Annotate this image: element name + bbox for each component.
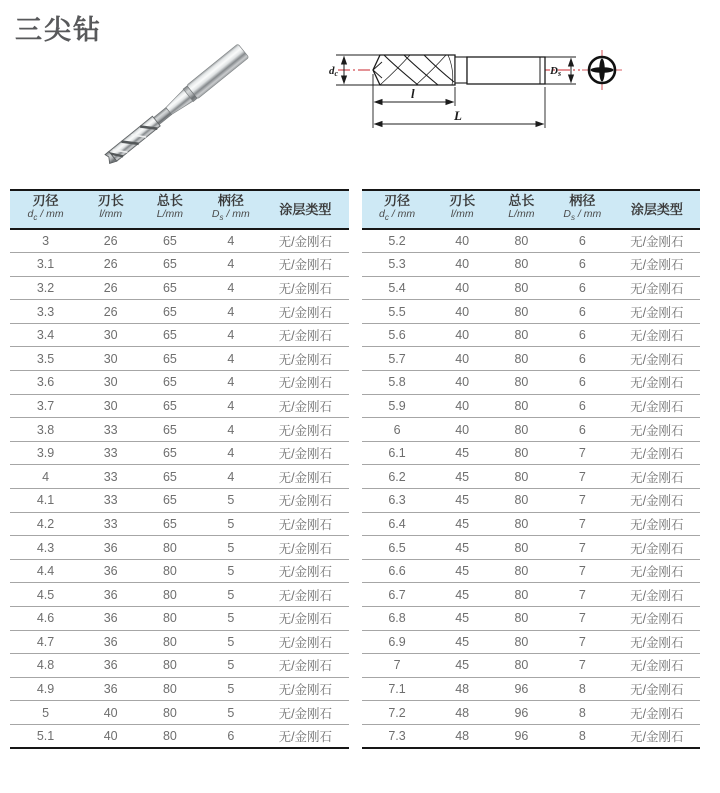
spec-cell: 40 <box>433 300 492 324</box>
spec-cell: 26 <box>81 276 140 300</box>
spec-row <box>362 583 701 607</box>
spec-cell: 5.6 <box>362 323 433 347</box>
spec-cell: 8 <box>551 677 614 701</box>
spec-cell: 80 <box>140 536 199 560</box>
spec-cell: 无/金刚石 <box>262 630 348 654</box>
spec-table-left-header <box>10 190 349 229</box>
spec-cell: 4.3 <box>10 536 81 560</box>
spec-cell: 4 <box>200 347 263 371</box>
spec-row <box>362 559 701 583</box>
spec-cell: 5.7 <box>362 347 433 371</box>
spec-cell: 无/金刚石 <box>262 300 348 324</box>
spec-row <box>10 418 349 442</box>
spec-table-left <box>10 189 349 749</box>
spec-cell: 80 <box>492 276 551 300</box>
spec-cell: 80 <box>492 559 551 583</box>
spec-cell: 80 <box>492 583 551 607</box>
spec-cell: 65 <box>140 253 199 277</box>
spec-cell: 无/金刚石 <box>614 441 700 465</box>
spec-cell: 45 <box>433 489 492 513</box>
spec-cell: 4.7 <box>10 630 81 654</box>
col-header-coating-type: 涂层类型 <box>614 190 700 229</box>
spec-cell: 无/金刚石 <box>614 512 700 536</box>
spec-row <box>10 512 349 536</box>
spec-row <box>10 701 349 725</box>
col-header-flute-length: 刃长 l/mm <box>433 190 492 229</box>
drill-side-photo-shape <box>102 44 249 168</box>
drill-photo-image <box>70 18 280 193</box>
spec-cell: 4.4 <box>10 559 81 583</box>
spec-row <box>10 630 349 654</box>
spec-cell: 6.3 <box>362 489 433 513</box>
spec-cell: 80 <box>492 300 551 324</box>
spec-cell: 65 <box>140 512 199 536</box>
spec-cell: 无/金刚石 <box>262 724 348 748</box>
spec-cell: 80 <box>492 441 551 465</box>
spec-cell: 33 <box>81 512 140 536</box>
spec-cell: 7 <box>551 489 614 513</box>
spec-cell: 40 <box>433 418 492 442</box>
spec-cell: 45 <box>433 512 492 536</box>
col-header-shank-diameter: 柄径 $D_s$ / mm <box>551 190 614 229</box>
spec-row <box>362 418 701 442</box>
spec-row <box>10 441 349 465</box>
spec-cell: 5.1 <box>10 724 81 748</box>
spec-cell: 无/金刚石 <box>614 559 700 583</box>
spec-row <box>362 465 701 489</box>
spec-cell: 80 <box>492 654 551 678</box>
spec-row <box>362 701 701 725</box>
spec-cell: 33 <box>81 418 140 442</box>
spec-cell: 33 <box>81 465 140 489</box>
drill-neck <box>455 57 467 83</box>
spec-cell: 48 <box>433 677 492 701</box>
spec-cell: 无/金刚石 <box>262 654 348 678</box>
spec-cell: 无/金刚石 <box>614 607 700 631</box>
spec-cell: 无/金刚石 <box>262 229 348 253</box>
flute-outline <box>373 55 455 85</box>
spec-cell: 80 <box>492 347 551 371</box>
spec-cell: 7 <box>551 465 614 489</box>
spec-cell: 无/金刚石 <box>614 724 700 748</box>
spec-row <box>362 229 701 253</box>
spec-cell: 40 <box>433 229 492 253</box>
spec-cell: 5 <box>200 654 263 678</box>
spec-cell: 5 <box>200 536 263 560</box>
spec-cell: 65 <box>140 441 199 465</box>
spec-row <box>362 347 701 371</box>
spec-cell: 40 <box>433 276 492 300</box>
spec-cell: 5.5 <box>362 300 433 324</box>
spec-cell: 80 <box>492 607 551 631</box>
spec-cell: 6.6 <box>362 559 433 583</box>
spec-table-left-body <box>10 229 349 748</box>
spec-cell: 无/金刚石 <box>262 512 348 536</box>
spec-cell: 45 <box>433 654 492 678</box>
spec-cell: 无/金刚石 <box>262 559 348 583</box>
spec-cell: 65 <box>140 323 199 347</box>
page-title: 三尖钻 <box>15 15 102 45</box>
spec-cell: 无/金刚石 <box>262 394 348 418</box>
spec-cell: 30 <box>81 394 140 418</box>
spec-cell: 无/金刚石 <box>614 323 700 347</box>
spec-cell: 无/金刚石 <box>262 701 348 725</box>
spec-cell: 5 <box>10 701 81 725</box>
spec-cell: 3.7 <box>10 394 81 418</box>
spec-cell: 无/金刚石 <box>614 229 700 253</box>
spec-cell: 4 <box>200 253 263 277</box>
spec-cell: 40 <box>433 323 492 347</box>
spec-cell: 80 <box>140 654 199 678</box>
spec-cell: 7 <box>551 512 614 536</box>
spec-cell: 40 <box>433 253 492 277</box>
spec-cell: 5.4 <box>362 276 433 300</box>
spec-cell: 无/金刚石 <box>614 465 700 489</box>
spec-cell: 6 <box>551 394 614 418</box>
spec-cell: 65 <box>140 347 199 371</box>
spec-row <box>10 300 349 324</box>
spec-cell: 6 <box>200 724 263 748</box>
spec-cell: 65 <box>140 418 199 442</box>
spec-cell: 无/金刚石 <box>262 536 348 560</box>
spec-cell: 26 <box>81 300 140 324</box>
dimension-drawing <box>328 40 668 140</box>
spec-cell: 45 <box>433 583 492 607</box>
spec-cell: 无/金刚石 <box>262 607 348 631</box>
spec-cell: 6 <box>362 418 433 442</box>
spec-cell: 7 <box>551 630 614 654</box>
spec-cell: 无/金刚石 <box>614 276 700 300</box>
spec-row <box>10 536 349 560</box>
spec-cell: 无/金刚石 <box>262 323 348 347</box>
spec-cell: 80 <box>492 253 551 277</box>
spec-cell: 65 <box>140 489 199 513</box>
spec-cell: 3.1 <box>10 253 81 277</box>
spec-cell: 无/金刚石 <box>614 630 700 654</box>
spec-cell: 7 <box>362 654 433 678</box>
spec-cell: 无/金刚石 <box>614 347 700 371</box>
spec-cell: 33 <box>81 489 140 513</box>
spec-cell: 无/金刚石 <box>262 347 348 371</box>
spec-cell: 无/金刚石 <box>614 536 700 560</box>
spec-row <box>10 489 349 513</box>
spec-cell: 无/金刚石 <box>262 465 348 489</box>
spec-cell: 4.2 <box>10 512 81 536</box>
spec-cell: 96 <box>492 701 551 725</box>
col-header-overall-length: 总长 L/mm <box>492 190 551 229</box>
spec-cell: 40 <box>81 724 140 748</box>
spec-cell: 36 <box>81 607 140 631</box>
drill-photo <box>70 18 280 193</box>
spec-cell: 4.6 <box>10 607 81 631</box>
spec-cell: 6 <box>551 229 614 253</box>
spec-cell: 6 <box>551 418 614 442</box>
spec-cell: 5.3 <box>362 253 433 277</box>
spec-cell: 7 <box>551 559 614 583</box>
spec-row <box>10 371 349 395</box>
spec-table-right <box>362 189 701 749</box>
spec-cell: 7 <box>551 654 614 678</box>
l-dimension-label: l <box>411 86 415 101</box>
spec-row <box>362 371 701 395</box>
spec-cell: 80 <box>492 371 551 395</box>
spec-cell: 80 <box>140 677 199 701</box>
spec-cell: 无/金刚石 <box>262 276 348 300</box>
spec-cell: 7 <box>551 441 614 465</box>
spec-cell: 7.3 <box>362 724 433 748</box>
spec-cell: 7 <box>551 583 614 607</box>
spec-cell: 8 <box>551 724 614 748</box>
spec-cell: 5.8 <box>362 371 433 395</box>
spec-cell: 6.2 <box>362 465 433 489</box>
spec-row <box>362 441 701 465</box>
spec-cell: 6 <box>551 323 614 347</box>
spec-cell: 36 <box>81 677 140 701</box>
spec-row <box>10 347 349 371</box>
spec-cell: 3.2 <box>10 276 81 300</box>
spec-cell: 80 <box>140 724 199 748</box>
spec-cell: 5 <box>200 607 263 631</box>
spec-cell: 3 <box>10 229 81 253</box>
spec-cell: 无/金刚石 <box>614 253 700 277</box>
spec-row <box>362 489 701 513</box>
spec-row <box>10 276 349 300</box>
end-view-icon <box>582 50 622 90</box>
col-header-blade-diameter: 刃径 $d_c$ / mm <box>362 190 433 229</box>
spec-table-right-header <box>362 190 701 229</box>
spec-cell: 4 <box>200 441 263 465</box>
spec-cell: 6.4 <box>362 512 433 536</box>
spec-cell: 无/金刚石 <box>614 701 700 725</box>
spec-cell: 无/金刚石 <box>262 418 348 442</box>
spec-row <box>10 559 349 583</box>
spec-cell: 40 <box>433 394 492 418</box>
spec-cell: 65 <box>140 229 199 253</box>
spec-cell: 26 <box>81 253 140 277</box>
spec-row <box>362 654 701 678</box>
spec-row <box>362 394 701 418</box>
spec-row <box>362 276 701 300</box>
spec-cell: 4.5 <box>10 583 81 607</box>
col-header-blade-diameter: 刃径 $d_c$ / mm <box>10 190 81 229</box>
spec-row <box>10 724 349 748</box>
spec-cell: 5 <box>200 701 263 725</box>
spec-cell: 4 <box>200 465 263 489</box>
spec-row <box>362 300 701 324</box>
spec-row <box>362 677 701 701</box>
spec-cell: 30 <box>81 347 140 371</box>
spec-cell: 40 <box>433 347 492 371</box>
spec-row <box>362 253 701 277</box>
drill-dimension-diagram <box>328 40 668 140</box>
spec-cell: 36 <box>81 559 140 583</box>
spec-cell: 48 <box>433 724 492 748</box>
spec-cell: 26 <box>81 229 140 253</box>
col-header-coating-type: 涂层类型 <box>262 190 348 229</box>
spec-cell: 40 <box>433 371 492 395</box>
spec-cell: 80 <box>492 465 551 489</box>
spec-row <box>10 583 349 607</box>
spec-cell: 无/金刚石 <box>262 583 348 607</box>
spec-row <box>10 607 349 631</box>
spec-cell: 4 <box>200 418 263 442</box>
spec-cell: 96 <box>492 724 551 748</box>
spec-cell: 45 <box>433 607 492 631</box>
spec-cell: 无/金刚石 <box>614 418 700 442</box>
spec-cell: 无/金刚石 <box>614 394 700 418</box>
spec-table-right-body <box>362 229 701 748</box>
spec-cell: 7 <box>551 607 614 631</box>
spec-cell: 无/金刚石 <box>262 253 348 277</box>
spec-cell: 4 <box>200 394 263 418</box>
col-header-flute-length: 刃长 l/mm <box>81 190 140 229</box>
spec-cell: 无/金刚石 <box>262 677 348 701</box>
spec-cell: 4 <box>200 371 263 395</box>
spec-row <box>362 724 701 748</box>
spec-cell: 36 <box>81 536 140 560</box>
spec-cell: 无/金刚石 <box>262 371 348 395</box>
spec-cell: 80 <box>492 536 551 560</box>
spec-cell: 3.6 <box>10 371 81 395</box>
spec-cell: 5.9 <box>362 394 433 418</box>
spec-cell: 48 <box>433 701 492 725</box>
spec-cell: 3.8 <box>10 418 81 442</box>
spec-cell: 4 <box>10 465 81 489</box>
spec-cell: 5 <box>200 583 263 607</box>
dc-dimension-label: dc <box>329 65 339 78</box>
spec-cell: 4.1 <box>10 489 81 513</box>
spec-cell: 5 <box>200 677 263 701</box>
spec-tables <box>10 189 700 749</box>
L-dimension-label: L <box>454 108 462 123</box>
spec-cell: 80 <box>140 630 199 654</box>
spec-cell: 无/金刚石 <box>614 300 700 324</box>
spec-cell: 80 <box>140 701 199 725</box>
spec-cell: 3.4 <box>10 323 81 347</box>
spec-row <box>362 536 701 560</box>
spec-cell: 80 <box>492 418 551 442</box>
spec-cell: 80 <box>140 559 199 583</box>
spec-cell: 45 <box>433 441 492 465</box>
col-header-shank-diameter: 柄径 $D_s$ / mm <box>200 190 263 229</box>
spec-cell: 7.2 <box>362 701 433 725</box>
spec-cell: 3.9 <box>10 441 81 465</box>
spec-row <box>10 323 349 347</box>
spec-cell: 65 <box>140 394 199 418</box>
spec-row <box>10 654 349 678</box>
drill-shank <box>467 57 545 84</box>
spec-cell: 6.8 <box>362 607 433 631</box>
spec-cell: 30 <box>81 323 140 347</box>
spec-cell: 6 <box>551 300 614 324</box>
spec-cell: 6 <box>551 253 614 277</box>
spec-cell: 65 <box>140 276 199 300</box>
spec-cell: 6 <box>551 276 614 300</box>
spec-cell: 80 <box>140 607 199 631</box>
spec-row <box>362 630 701 654</box>
spec-cell: 无/金刚石 <box>614 583 700 607</box>
spec-cell: 5.2 <box>362 229 433 253</box>
spec-cell: 3.3 <box>10 300 81 324</box>
spec-cell: 6 <box>551 371 614 395</box>
spec-cell: 无/金刚石 <box>614 489 700 513</box>
col-header-overall-length: 总长 L/mm <box>140 190 199 229</box>
spec-cell: 65 <box>140 371 199 395</box>
spec-cell: 8 <box>551 701 614 725</box>
spec-cell: 7 <box>551 536 614 560</box>
spec-cell: 65 <box>140 465 199 489</box>
spec-cell: 45 <box>433 630 492 654</box>
spec-cell: 6.7 <box>362 583 433 607</box>
spec-cell: 80 <box>140 583 199 607</box>
spec-cell: 45 <box>433 465 492 489</box>
spec-cell: 30 <box>81 371 140 395</box>
spec-cell: 4 <box>200 276 263 300</box>
spec-cell: 96 <box>492 677 551 701</box>
spec-cell: 5 <box>200 489 263 513</box>
spec-cell: 5 <box>200 559 263 583</box>
spec-cell: 80 <box>492 229 551 253</box>
spec-cell: 4 <box>200 323 263 347</box>
spec-cell: 36 <box>81 654 140 678</box>
spec-cell: 4 <box>200 300 263 324</box>
spec-cell: 无/金刚石 <box>614 654 700 678</box>
spec-cell: 5 <box>200 512 263 536</box>
spec-cell: 7.1 <box>362 677 433 701</box>
spec-row <box>10 394 349 418</box>
spec-row <box>362 512 701 536</box>
spec-cell: 80 <box>492 489 551 513</box>
spec-row <box>10 465 349 489</box>
spec-cell: 6.5 <box>362 536 433 560</box>
spec-row <box>362 323 701 347</box>
spec-cell: 无/金刚石 <box>614 371 700 395</box>
spec-row <box>10 677 349 701</box>
spec-cell: 4.8 <box>10 654 81 678</box>
spec-cell: 80 <box>492 323 551 347</box>
ds-dimension-label: Ds <box>550 65 562 78</box>
spec-row <box>10 229 349 253</box>
spec-cell: 6.1 <box>362 441 433 465</box>
spec-row <box>10 253 349 277</box>
spec-cell: 65 <box>140 300 199 324</box>
spec-cell: 33 <box>81 441 140 465</box>
spec-cell: 40 <box>81 701 140 725</box>
spec-cell: 6.9 <box>362 630 433 654</box>
spec-cell: 80 <box>492 630 551 654</box>
spec-cell: 45 <box>433 536 492 560</box>
spec-cell: 36 <box>81 630 140 654</box>
spec-cell: 3.5 <box>10 347 81 371</box>
spec-cell: 无/金刚石 <box>262 489 348 513</box>
spec-cell: 4 <box>200 229 263 253</box>
spec-cell: 无/金刚石 <box>614 677 700 701</box>
spec-cell: 80 <box>492 394 551 418</box>
spec-cell: 6 <box>551 347 614 371</box>
spec-cell: 5 <box>200 630 263 654</box>
spec-cell: 45 <box>433 559 492 583</box>
spec-cell: 无/金刚石 <box>262 441 348 465</box>
spec-cell: 4.9 <box>10 677 81 701</box>
spec-cell: 80 <box>492 512 551 536</box>
spec-row <box>362 607 701 631</box>
spec-cell: 36 <box>81 583 140 607</box>
